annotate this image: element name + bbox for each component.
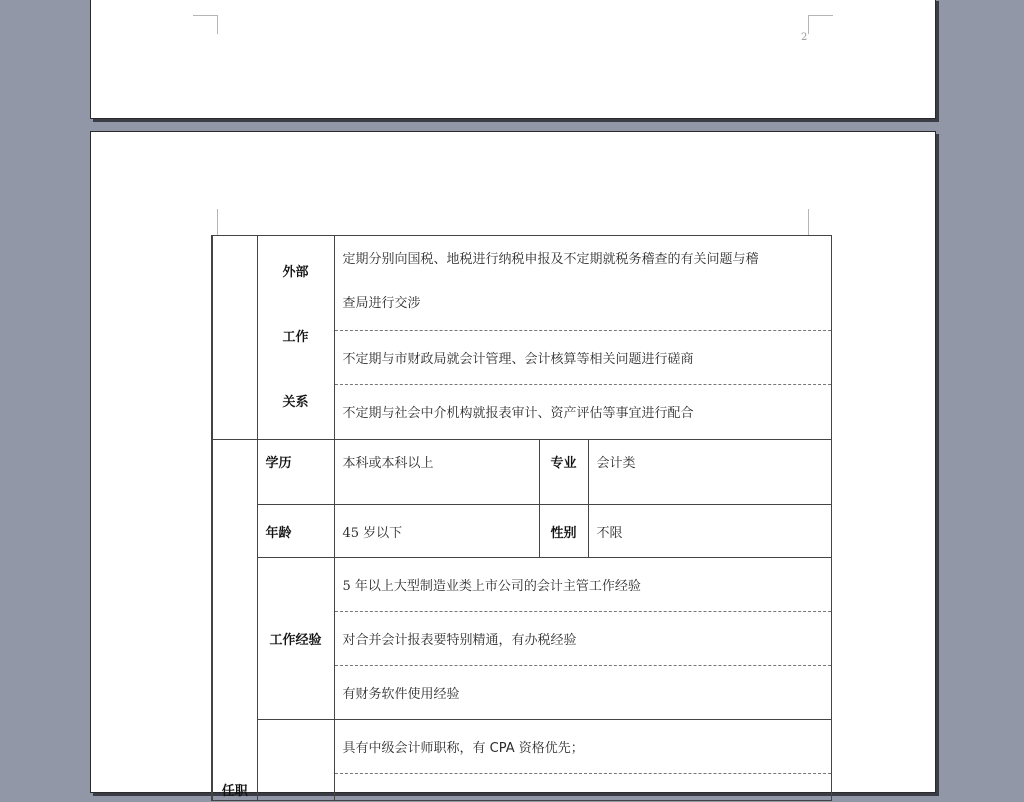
certification-row [212, 720, 831, 801]
major-value: 会计类 [588, 440, 831, 505]
certification-items [334, 720, 831, 801]
job-description-table [211, 235, 832, 801]
education-value: 本科或本科以上 [334, 440, 539, 505]
list-item: 对合并会计报表要特别精通，有办税经验 [335, 612, 831, 666]
age-value: 45 岁以下 [334, 505, 539, 558]
certification-label [257, 720, 334, 801]
external-relations-label: 外部 工作 关系 [257, 236, 334, 440]
page-number: 2 [801, 32, 808, 43]
list-item: 5 年以上大型制造业类上市公司的会计主管工作经验 [335, 558, 831, 612]
experience-items [334, 558, 831, 720]
previous-page [90, 0, 936, 119]
education-row [212, 440, 831, 505]
experience-label: 工作经验 [257, 558, 334, 720]
external-relations-row [212, 236, 831, 440]
gender-label: 性别 [539, 505, 588, 558]
crop-mark-right [808, 15, 833, 34]
external-relations-items [334, 236, 831, 440]
list-item: 不定期与社会中介机构就报表审计、资产评估等事宜进行配合 [342, 405, 694, 421]
age-label: 年龄 [257, 505, 334, 558]
age-row [212, 505, 831, 558]
crop-mark-left [193, 15, 218, 34]
empty-section-cell [212, 236, 257, 440]
current-page [90, 131, 936, 799]
list-item: 定期分别向国税、地税进行纳税申报及不定期就税务稽查的有关问题与稽 查局进行交涉 [335, 238, 831, 331]
gender-value: 不限 [588, 505, 831, 558]
qualifications-section-label: 任职 [212, 440, 257, 801]
education-label: 学历 [257, 440, 334, 505]
list-item: 具有中级会计师职称，有 CPA 资格优先； [335, 720, 831, 774]
list-item: 不定期与市财政局就会计管理、会计核算等相关问题进行磋商 [335, 331, 831, 385]
experience-row [212, 558, 831, 720]
list-item: 有财务软件使用经验 [342, 687, 460, 702]
crop-mark-right [808, 209, 833, 235]
major-label: 专业 [539, 440, 588, 505]
crop-mark-left [193, 209, 218, 235]
